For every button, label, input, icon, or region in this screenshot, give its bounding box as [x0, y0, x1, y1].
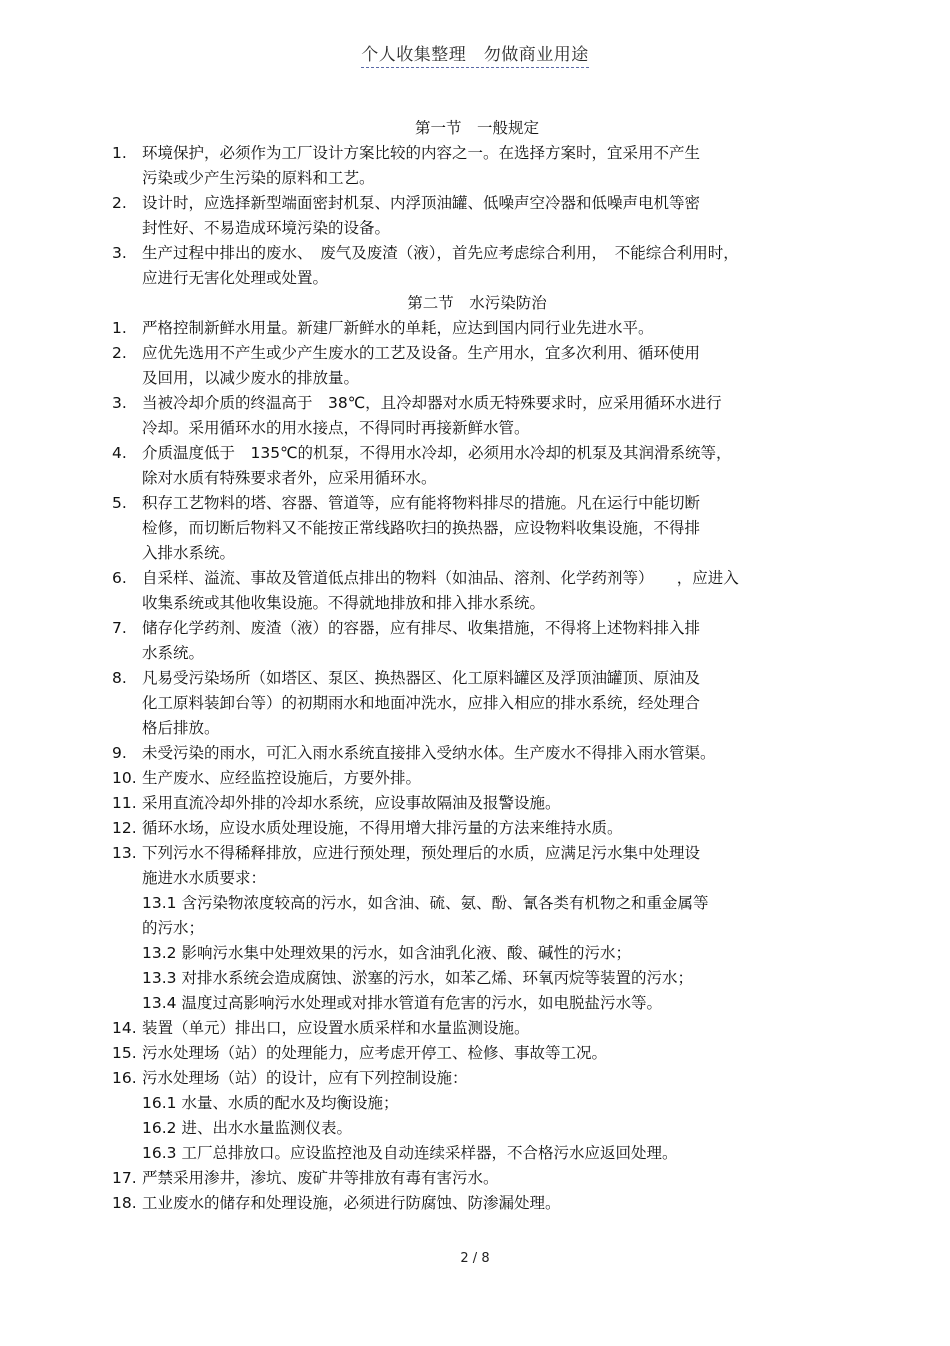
- text-line: 严禁采用渗井，渗坑、废矿井等排放有毒有害污水。: [142, 1169, 499, 1187]
- sub-item: [112, 1116, 842, 1141]
- item-number: 1.: [112, 144, 127, 162]
- item-text: [142, 791, 842, 816]
- item-text: [142, 1041, 842, 1066]
- item-number: 12.: [112, 819, 137, 837]
- section2-list-c: [112, 1166, 842, 1216]
- item-text: [142, 241, 842, 291]
- sub-item: [112, 891, 842, 941]
- text-line: 16.3 工厂总排放口。应设监控池及自动连续采样器，不合格污水应返回处理。: [142, 1144, 678, 1162]
- list-item: [112, 566, 842, 616]
- item-number: 14.: [112, 1019, 137, 1037]
- list-item: [112, 1066, 842, 1091]
- text-line: 生产过程中排出的废水、 废气及废渣（液），首先应考虑综合利用， 不能综合利用时，: [142, 244, 739, 262]
- item-text: [142, 616, 842, 666]
- list-item: [112, 791, 842, 816]
- list-item: [112, 341, 842, 391]
- sub-item: [112, 941, 842, 966]
- text-line: 化工原料装卸台等）的初期雨水和地面冲洗水，应排入相应的排水系统，经处理合: [142, 694, 701, 712]
- text-line: 当被冷却介质的终温高于 38℃，且冷却器对水质无特殊要求时，应采用循环水进行: [142, 394, 722, 412]
- item-text: [142, 841, 842, 891]
- list-item: [112, 1191, 842, 1216]
- item-text: [142, 1166, 842, 1191]
- text-line: 16.1 水量、水质的配水及均衡设施；: [142, 1094, 399, 1112]
- text-line: 13.2 影响污水集中处理效果的污水，如含油乳化液、酸、碱性的污水；: [142, 944, 631, 962]
- list-item: [112, 1016, 842, 1041]
- item-number: 11.: [112, 794, 137, 812]
- item-text: [142, 141, 842, 191]
- list-item: [112, 391, 842, 441]
- list-item: [112, 816, 842, 841]
- item-number: 17.: [112, 1169, 137, 1187]
- item-number: 9.: [112, 744, 127, 762]
- item-number: 4.: [112, 444, 127, 462]
- item-text: [142, 316, 842, 341]
- item-text: [142, 391, 842, 441]
- sub-item: [112, 966, 842, 991]
- item-text: [142, 666, 842, 741]
- list-item: [112, 666, 842, 741]
- item-number: 13.: [112, 844, 137, 862]
- text-line: 装置（单元）排出口，应设置水质采样和水量监测设施。: [142, 1019, 530, 1037]
- item-number: 2.: [112, 194, 127, 212]
- text-line: 生产废水、应经监控设施后，方要外排。: [142, 769, 422, 787]
- text-line: 冷却。采用循环水的用水接点，不得同时再接新鲜水管。: [142, 419, 530, 437]
- list-item: [112, 1041, 842, 1066]
- section2-list: [112, 316, 842, 891]
- text-line: 应优先选用不产生或少产生废水的工艺及设备。生产用水，宜多次利用、循环使用: [142, 344, 701, 362]
- text-line: 污水处理场（站）的处理能力，应考虑开停工、检修、事故等工况。: [142, 1044, 608, 1062]
- item13-sublist: [112, 891, 842, 1016]
- text-line: 储存化学药剂、废渣（液）的容器，应有排尽、收集措施，不得将上述物料排入排: [142, 619, 701, 637]
- text-line: 工业废水的储存和处理设施，必须进行防腐蚀、防渗漏处理。: [142, 1194, 561, 1212]
- item-text: [142, 566, 842, 616]
- sub-item: [112, 991, 842, 1016]
- section1-list: [112, 141, 842, 291]
- list-item: [112, 841, 842, 891]
- text-line: 入排水系统。: [142, 544, 236, 562]
- item-text: [142, 491, 842, 566]
- list-item: [112, 766, 842, 791]
- text-line: 应进行无害化处理或处置。: [142, 269, 329, 287]
- item-number: 15.: [112, 1044, 137, 1062]
- item-number: 16.: [112, 1069, 137, 1087]
- item-number: 3.: [112, 244, 127, 262]
- list-item: [112, 441, 842, 491]
- list-item: [112, 191, 842, 241]
- section2-list-b: [112, 1016, 842, 1091]
- text-line: 及回用，以减少废水的排放量。: [142, 369, 360, 387]
- text-line: 施进水水质要求：: [142, 869, 267, 887]
- item-text: [142, 1066, 842, 1091]
- text-line: 16.2 进、出水水量监测仪表。: [142, 1119, 352, 1137]
- header-text: 个人收集整理 勿做商业用途: [361, 45, 589, 68]
- text-line: 收集系统或其他收集设施。不得就地排放和排入排水系统。: [142, 594, 546, 612]
- sub-item: [112, 1141, 842, 1166]
- text-line: 设计时，应选择新型端面密封机泵、内浮顶油罐、低噪声空冷器和低噪声电机等密: [142, 194, 701, 212]
- item-number: 3.: [112, 394, 127, 412]
- text-line: 下列污水不得稀释排放，应进行预处理，预处理后的水质，应满足污水集中处理设: [142, 844, 701, 862]
- item-text: [142, 191, 842, 241]
- list-item: [112, 491, 842, 566]
- text-line: 污染或少产生污染的原料和工艺。: [142, 169, 375, 187]
- text-line: 13.3 对排水系统会造成腐蚀、淤塞的污水，如苯乙烯、环氧丙烷等装置的污水；: [142, 969, 693, 987]
- text-line: 严格控制新鲜水用量。新建厂新鲜水的单耗，应达到国内同行业先进水平。: [142, 319, 654, 337]
- text-line: 循环水场，应设水质处理设施，不得用增大排污量的方法来维持水质。: [142, 819, 623, 837]
- item-number: 5.: [112, 494, 127, 512]
- text-line: 13.1 含污染物浓度较高的污水，如含油、硫、氨、酚、氰各类有机物之和重金属等: [142, 894, 709, 912]
- item-text: [142, 341, 842, 391]
- list-item: [112, 741, 842, 766]
- text-line: 介质温度低于 135℃的机泵，不得用水冷却，必须用水冷却的机泵及其润滑系统等，: [142, 444, 732, 462]
- item-text: [142, 816, 842, 841]
- page-number: 2 / 8: [460, 1251, 490, 1266]
- item-number: 6.: [112, 569, 127, 587]
- text-line: 封性好、不易造成环境污染的设备。: [142, 219, 391, 237]
- sub-item: [112, 1091, 842, 1116]
- item-number: 2.: [112, 344, 127, 362]
- section-title: 第二节 水污染防治: [407, 294, 547, 312]
- text-line: 未受污染的雨水，可汇入雨水系统直接排入受纳水体。生产废水不得排入雨水管渠。: [142, 744, 716, 762]
- text-line: 采用直流冷却外排的冷却水系统，应设事故隔油及报警设施。: [142, 794, 561, 812]
- list-item: [112, 616, 842, 666]
- list-item: [112, 241, 842, 291]
- item-number: 10.: [112, 769, 137, 787]
- text-line: 积存工艺物料的塔、容器、管道等，应有能将物料排尽的措施。凡在运行中能切断: [142, 494, 701, 512]
- list-item: [112, 316, 842, 341]
- section-title: 第一节 一般规定: [414, 119, 539, 137]
- text-line: 自采样、溢流、事故及管道低点排出的物料（如油品、溶剂、化学药剂等） ，应进入: [142, 569, 739, 587]
- item-text: [142, 1191, 842, 1216]
- text-line: 13.4 温度过高影响污水处理或对排水管道有危害的污水，如电脱盐污水等。: [142, 994, 662, 1012]
- item-number: 8.: [112, 669, 127, 687]
- item-text: [142, 1016, 842, 1041]
- text-line: 凡易受污染场所（如塔区、泵区、换热器区、化工原料罐区及浮顶油罐顶、原油及: [142, 669, 701, 687]
- text-line: 检修，而切断后物料又不能按正常线路吹扫的换热器，应设物料收集设施，不得排: [142, 519, 701, 537]
- item-number: 1.: [112, 319, 127, 337]
- page-header: [0, 40, 950, 65]
- item-number: 18.: [112, 1194, 137, 1212]
- list-item: [112, 1166, 842, 1191]
- text-line: 格后排放。: [142, 719, 220, 737]
- item-text: [142, 741, 842, 766]
- text-line: 环境保护，必须作为工厂设计方案比较的内容之一。在选择方案时，宜采用不产生: [142, 144, 701, 162]
- item16-sublist: [112, 1091, 842, 1166]
- item-text: [142, 766, 842, 791]
- document-body: [112, 116, 842, 1216]
- item-text: [142, 441, 842, 491]
- text-line: 除对水质有特殊要求者外，应采用循环水。: [142, 469, 437, 487]
- item-number: 7.: [112, 619, 127, 637]
- text-line: 的污水；: [142, 919, 205, 937]
- text-line: 水系统。: [142, 644, 205, 662]
- list-item: [112, 141, 842, 191]
- text-line: 污水处理场（站）的设计，应有下列控制设施：: [142, 1069, 468, 1087]
